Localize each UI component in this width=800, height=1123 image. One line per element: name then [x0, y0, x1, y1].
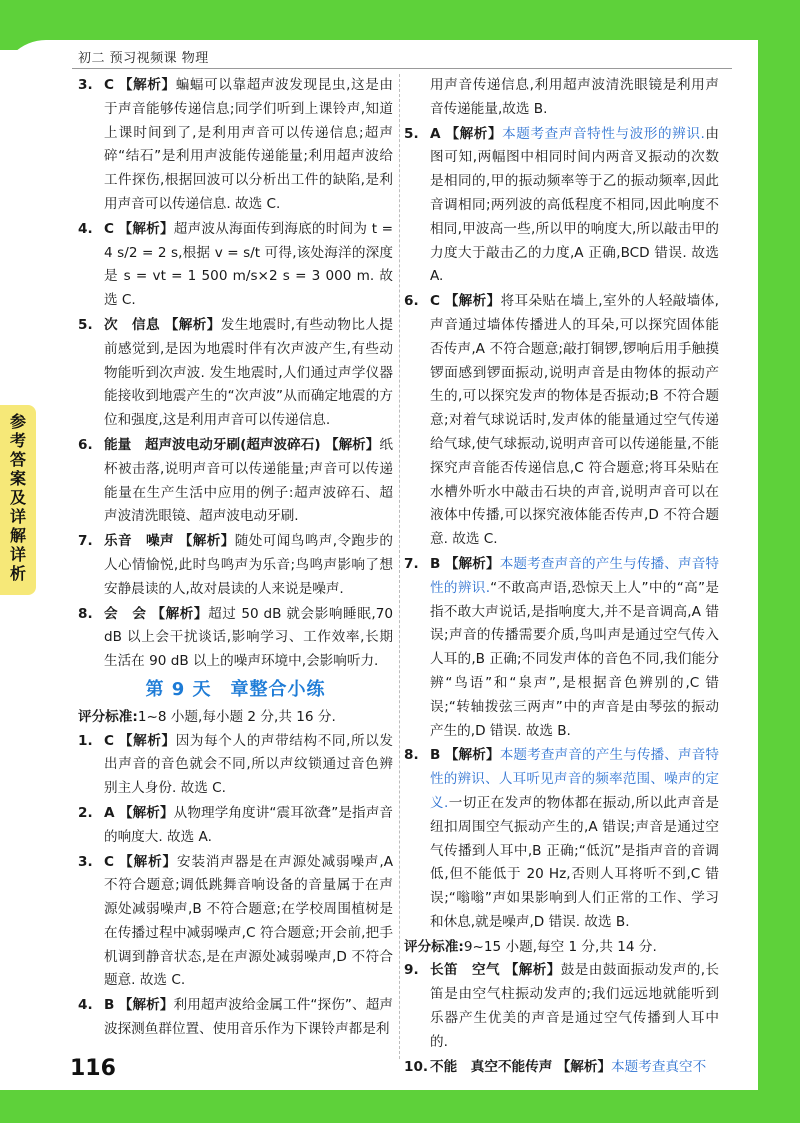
page-frame-bottom: [0, 1090, 800, 1123]
analysis-tag: 【解析】: [118, 220, 174, 237]
scoring-label: 评分标准:: [404, 938, 464, 955]
item-explanation: 纸杯被击落,说明声音可以传递能量;声音可以传递能量在生产生活中应用的例子:超声波碎石、超声波清洗眼镜、超声波电动牙刷.: [104, 436, 393, 525]
item-number: 4.: [78, 997, 93, 1014]
item-explanation: 从物理学角度讲“震耳欲聋”是指声音的响度大. 故选 A.: [104, 804, 393, 845]
item-explanation: 超过 50 dB 就会影响睡眠,70 dB 以上会干扰谈话,影响学习、工作效率,长期生活在 90 dB 以上的噪声环境中,会影响听力.: [104, 605, 394, 670]
answer-item: [78, 730, 393, 801]
item-number: 6.: [404, 293, 419, 310]
item-number: 5.: [404, 125, 419, 142]
running-header: 初二 预习视频课 物理: [78, 51, 209, 66]
analysis-tag: 【解析】: [444, 747, 500, 764]
answer-item-continued: [404, 74, 719, 122]
scoring-standard: [78, 706, 393, 730]
analysis-tag: 【解析】: [118, 804, 174, 821]
item-number: 3.: [78, 853, 93, 870]
item-number: 1.: [78, 732, 93, 749]
topic-note: 本题考查真空不: [611, 1058, 707, 1075]
page-number: 116: [70, 1056, 116, 1081]
section-title: 第 9 天 章整合小练: [145, 678, 326, 700]
item-answer: 会 会: [104, 605, 147, 622]
item-explanation: 用声音传递信息,利用超声波清洗眼镜是利用声音传递能量,故选 B.: [430, 77, 719, 117]
item-explanation: 鼓是由鼓面振动发声的,长笛是由空气柱振动发声的;我们远远地就能听到乐器产生优美的声音是通过空气传播到人耳中的.: [430, 962, 720, 1050]
scoring-text: 1~8 小题,每小题 2 分,共 16 分.: [137, 708, 336, 725]
analysis-tag: 【解析】: [178, 533, 235, 550]
analysis-tag: 【解析】: [445, 125, 503, 142]
analysis-tag: 【解析】: [504, 962, 561, 979]
item-number: 3.: [78, 77, 93, 93]
item-answer: 乐音 噪声: [104, 533, 174, 550]
topic-note: 本题考查声音特性与波形的辨识.: [502, 125, 705, 142]
item-number: 4.: [78, 220, 93, 237]
answer-item: [404, 744, 719, 934]
page-frame-right: [758, 0, 800, 1123]
item-answer: C: [104, 77, 114, 93]
answer-item: [404, 290, 719, 552]
item-explanation: 因为每个人的声带结构不同,所以发出声音的音色就会不同,所以声纹锁通过音色辨别主人身份. 故选 C.: [104, 732, 394, 797]
item-answer: A: [104, 804, 115, 821]
answer-item: [78, 530, 393, 601]
answer-item: [78, 74, 393, 217]
analysis-tag: 【解析】: [556, 1058, 612, 1075]
item-answer: 长笛 空气: [430, 962, 500, 979]
item-number: 8.: [404, 747, 419, 764]
item-answer: C: [104, 853, 114, 870]
scoring-label: 评分标准:: [78, 708, 138, 725]
right-column: [404, 74, 719, 1080]
item-answer: A: [430, 125, 441, 142]
item-answer: 次 信息: [104, 316, 160, 333]
item-explanation: 由图可知,两幅图中相同时间内两音叉振动的次数是相同的,甲的振动频率等于乙的振动频率,因此音调相同;两列波的高低程度不相同,因此响度不相同,甲波高一些,所以甲的响度大,所以敲击甲的力度大于敲击乙的力度,A 正确,BCD 错误. 故选 A.: [430, 125, 720, 285]
item-explanation: 超声波从海面传到海底的时间为 t = 4 s/2 = 2 s,根据 v = s/t 可得,该处海洋的深度是 s = vt = 1 500 m/s×2 s = 3 000 m. 故选 C.: [104, 220, 393, 309]
analysis-tag: 【解析】: [444, 555, 500, 572]
item-explanation: 随处可闻鸟鸣声,令跑步的人心情愉悦,此时鸟鸣声为乐音;鸟鸣声影响了想安静晨读的人,故对晨读的人来说是噪声.: [104, 533, 394, 597]
item-explanation: 利用超声波给金属工件“探伤”、超声波探测鱼群位置、使用音乐作为下课铃声都是利: [104, 997, 394, 1038]
answer-item: [78, 314, 393, 433]
side-tab-label: 参考答案及详解详析: [9, 412, 26, 583]
answer-item: [404, 1056, 719, 1080]
item-number: 7.: [404, 555, 419, 572]
answer-item: [78, 994, 393, 1042]
item-number: 8.: [78, 605, 93, 622]
item-number: 7.: [78, 533, 93, 550]
item-explanation: “不敢高声语,恐惊天上人”中的“高”是指不敢大声说话,是指响度大,并不是音调高,A 错误;声音的传播需要介质,鸟叫声是通过空气传入人耳的,B 正确;不同发声体的音色不同,我们能分辨“鸟语”和“泉声”,是根据音色辨别的,C 错误;“转轴拨弦三两声”中的声音是由琴弦的振动产生的,D 错误. 故选 B.: [430, 579, 719, 739]
column-divider: [399, 74, 400, 1059]
item-answer: 能量 超声波电动牙刷(超声波碎石): [104, 436, 321, 453]
item-explanation: 蝙蝠可以靠超声波发现昆虫,这是由于声音能够传递信息;同学们听到上课铃声,知道上课时间到了,是利用声音可以传递信息;超声碎“结石”是利用声波能传递能量;利用超声波给工件探伤,根据回波可以分析出工件的缺陷,是利用声音可以传递信息. 故选 C.: [104, 77, 394, 212]
answer-item: [78, 218, 393, 313]
item-explanation: 将耳朵贴在墙上,室外的人轻敲墙体,声音通过墙体传播进人的耳朵,可以探究固体能否传声,A 不符合题意;敲打铜锣,锣响后用手触摸锣面感到锣面振动,说明声音是由物体的振动产生的,可以探究发声的物体是否振动;B 不符合题意;对着气球说话时,发声体的能量通过空气传递给气球,使气球振动,说明声音可以传递能量,不能探究声音能否传递信息,C 符合题意;将耳朵贴在水槽外听水中敲击石块的声音,说明声音可以在液体中传播,可以探究液体能否传声,D 不符合题意. 故选 C.: [430, 293, 719, 548]
scoring-standard: [404, 936, 719, 960]
header-rule: [72, 68, 732, 69]
item-explanation: 发生地震时,有些动物比人提前感觉到,是因为地震时伴有次声波产生,有些动物能听到次声波. 发生地震时,人们通过声学仪器能接收到地震产生的“次声波”从而确定地震的方位和强度,这是利用声音可以传递信息.: [104, 316, 394, 429]
analysis-tag: 【解析】: [118, 732, 176, 749]
item-answer: B: [104, 997, 115, 1014]
item-number: 5.: [78, 316, 93, 333]
item-answer: C: [104, 220, 114, 237]
analysis-tag: 【解析】: [118, 77, 176, 93]
scoring-text: 9~15 小题,每空 1 分,共 14 分.: [463, 938, 657, 955]
answer-item: [404, 959, 719, 1054]
answer-item: [78, 851, 393, 994]
answer-item: [404, 123, 719, 290]
topic-note: 本题考查声音的产生与传播、声音特性的辨识、人耳听见声音的频率范围、噪声的定义.: [430, 747, 720, 811]
item-number: 6.: [78, 436, 93, 453]
topic-note: 本题考查声音的产生与传播、声音特性的辨识.: [430, 555, 720, 596]
item-answer: B: [430, 747, 441, 764]
answer-item: [78, 802, 393, 850]
analysis-tag: 【解析】: [151, 605, 209, 622]
item-answer: C: [104, 732, 114, 749]
item-number: 9.: [404, 962, 419, 979]
item-answer: 不能 真空不能传声: [430, 1058, 553, 1075]
analysis-tag: 【解析】: [119, 853, 177, 870]
item-explanation: 安装消声器是在声源处减弱噪声,A 不符合题意;调低跳舞音响设备的音量属于在声源处减弱噪声,B 不符合题意;在学校周围植树是在传播过程中减弱噪声,C 符合题意;开会前,把手机调到静音状态,是在声源处减弱噪声,D 不符合题意. 故选 C.: [104, 853, 393, 989]
answer-item: [404, 553, 719, 743]
analysis-tag: 【解析】: [164, 316, 221, 333]
item-explanation: 一切正在发声的物体都在振动,所以此声音是纽扣周围空气振动产生的,A 错误;声音是通过空气传播到人耳中,B 正确;“低沉”是指声音的音调低,但不能低于 20 Hz,否则人耳将听不到,C 错误;“嗡嗡”声如果影响到人们正常的工作、学习和休息,就是噪声,D 错误. 故选 B.: [430, 794, 719, 930]
item-answer: C: [430, 293, 440, 310]
item-number: 2.: [78, 804, 93, 821]
analysis-tag: 【解析】: [118, 997, 174, 1014]
analysis-tag: 【解析】: [444, 293, 501, 310]
left-column: [78, 74, 393, 1043]
analysis-tag: 【解析】: [324, 436, 380, 453]
item-answer: B: [430, 555, 441, 572]
answer-item: [78, 434, 393, 529]
answer-item: [78, 603, 393, 674]
item-number: 10.: [404, 1058, 429, 1075]
